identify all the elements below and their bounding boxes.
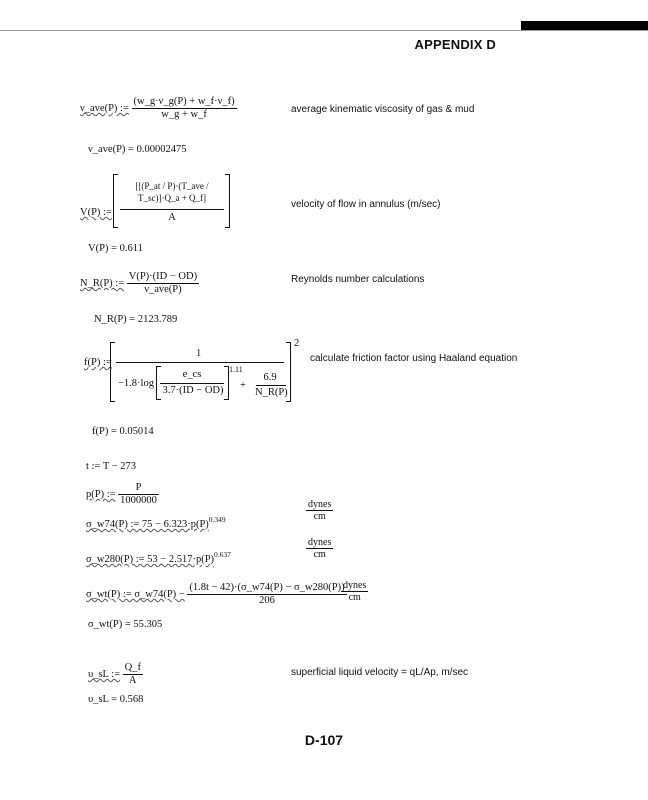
eq3-description: Reynolds number calculations — [291, 274, 425, 285]
eq4-lhs — [84, 357, 112, 369]
eq9-denominator: 206 — [187, 594, 346, 607]
eq4-ecs-bar — [160, 383, 224, 384]
eq8-definition — [86, 549, 231, 566]
eq10-denominator: A — [123, 674, 143, 687]
eq3-denominator: ν_ave(P) — [127, 283, 199, 296]
eq4-constant: 6.9 — [263, 372, 277, 383]
eq1-result: ν_ave(P) = 0.00002475 — [88, 144, 187, 155]
eq4-result: f(P) = 0.05014 — [92, 426, 154, 437]
eq7-lhs: σ_w74(P) := 75 − 6.323·p(P) — [86, 519, 209, 530]
eq1-lhs: ν_ave(P) := — [80, 102, 129, 114]
eq9-unit-den: cm — [341, 591, 368, 603]
eq10-definition — [88, 662, 143, 687]
eq4-outer-left-bracket — [110, 342, 115, 402]
eq6-definition — [86, 482, 159, 507]
eq10-fraction — [123, 662, 143, 687]
eq8-unit-den: cm — [306, 548, 333, 560]
eq9-numerator: (1.8t − 42)·(σ_w74(P) − σ_w280(P)) — [189, 582, 345, 593]
eq4-description: calculate friction factor using Haaland equation — [310, 353, 518, 364]
eq10-description: superficial liquid velocity = qL/Ap, m/sec — [291, 667, 469, 678]
eq9-fraction — [187, 582, 346, 607]
eq4-log: −1.8·log — [118, 378, 154, 389]
eq9-definition — [86, 582, 347, 607]
eq5-definition: t := T − 273 — [86, 461, 136, 472]
eq3-result: N_R(P) = 2123.789 — [94, 314, 178, 325]
eq2-left-bracket — [113, 174, 118, 228]
eq2-right-bracket — [225, 174, 230, 228]
eq2-lhs — [80, 207, 112, 219]
eq2-description: velocity of flow in annulus (m/sec) — [291, 199, 441, 210]
eq6-numerator: P — [135, 482, 142, 493]
eq6-denominator: 1000000 — [120, 495, 157, 506]
eq8-lhs: σ_w280(P) := 53 − 2.517·p(P) — [86, 554, 215, 565]
appendix-title: APPENDIX D — [414, 37, 496, 52]
eq10-numerator: Q_f — [124, 662, 141, 673]
eq1-numerator: (w_g·ν_g(P) + w_f·ν_f) — [133, 96, 235, 107]
eq6-lhs: p(P) := — [86, 488, 116, 500]
eq1-denominator: w_g + w_f — [132, 108, 237, 121]
eq4-square: 2 — [294, 338, 300, 349]
eq4-nr-bar — [256, 385, 286, 386]
eq3-lhs: N_R(P) := — [80, 277, 125, 289]
eq10-lhs: υ_sL := — [88, 668, 121, 680]
eq2-denominator: A — [168, 212, 176, 223]
eq8-exponent: 0.637 — [214, 550, 231, 559]
eq4-ecs-denominator: 3.7·(ID − OD) — [162, 385, 224, 396]
eq2-numerator: [[(P_at / P)·(T_ave / T_sc)]·Q_a + Q_f] — [135, 181, 209, 203]
eq8-unit-num: dynes — [308, 537, 332, 548]
eq10-result: υ_sL = 0.568 — [88, 694, 144, 705]
eq7-definition — [86, 514, 226, 531]
eq7-unit-num: dynes — [308, 499, 332, 510]
eq1-definition — [80, 96, 237, 121]
eq9-unit-num: dynes — [343, 580, 367, 591]
eq2-result: V(P) = 0.611 — [88, 243, 143, 254]
eq7-units — [306, 499, 333, 522]
eq4-plus: + — [240, 380, 246, 391]
eq9-units — [341, 580, 368, 603]
eq9-lhs: σ_wt(P) := σ_w74(P) − — [86, 588, 185, 600]
eq3-definition — [80, 271, 199, 296]
page-number: D-107 — [304, 732, 344, 748]
eq3-numerator: V(P)·(ID − OD) — [128, 271, 198, 282]
eq4-nr: N_R(P) — [255, 387, 288, 398]
eq9-result: σ_wt(P) = 55.305 — [88, 619, 163, 630]
eq2-fraction-bar — [120, 209, 224, 210]
eq4-ecs: e_cs — [182, 369, 202, 380]
eq7-exponent: 0.349 — [208, 515, 226, 524]
eq4-one: 1 — [196, 348, 202, 359]
eq2-lhs-text: V(P) := — [80, 207, 112, 218]
eq4-exponent: 1.11 — [229, 365, 243, 374]
eq4-main-fraction-bar — [116, 362, 284, 363]
eq7-unit-den: cm — [306, 510, 333, 522]
eq6-fraction — [118, 482, 159, 507]
eq8-units — [306, 537, 333, 560]
eq3-fraction — [127, 271, 199, 296]
eq1-description: average kinematic viscosity of gas & mud — [291, 104, 475, 115]
header-rule — [0, 30, 648, 31]
eq1-fraction — [132, 96, 237, 121]
eq4-lhs-text: f(P) := — [84, 357, 112, 368]
